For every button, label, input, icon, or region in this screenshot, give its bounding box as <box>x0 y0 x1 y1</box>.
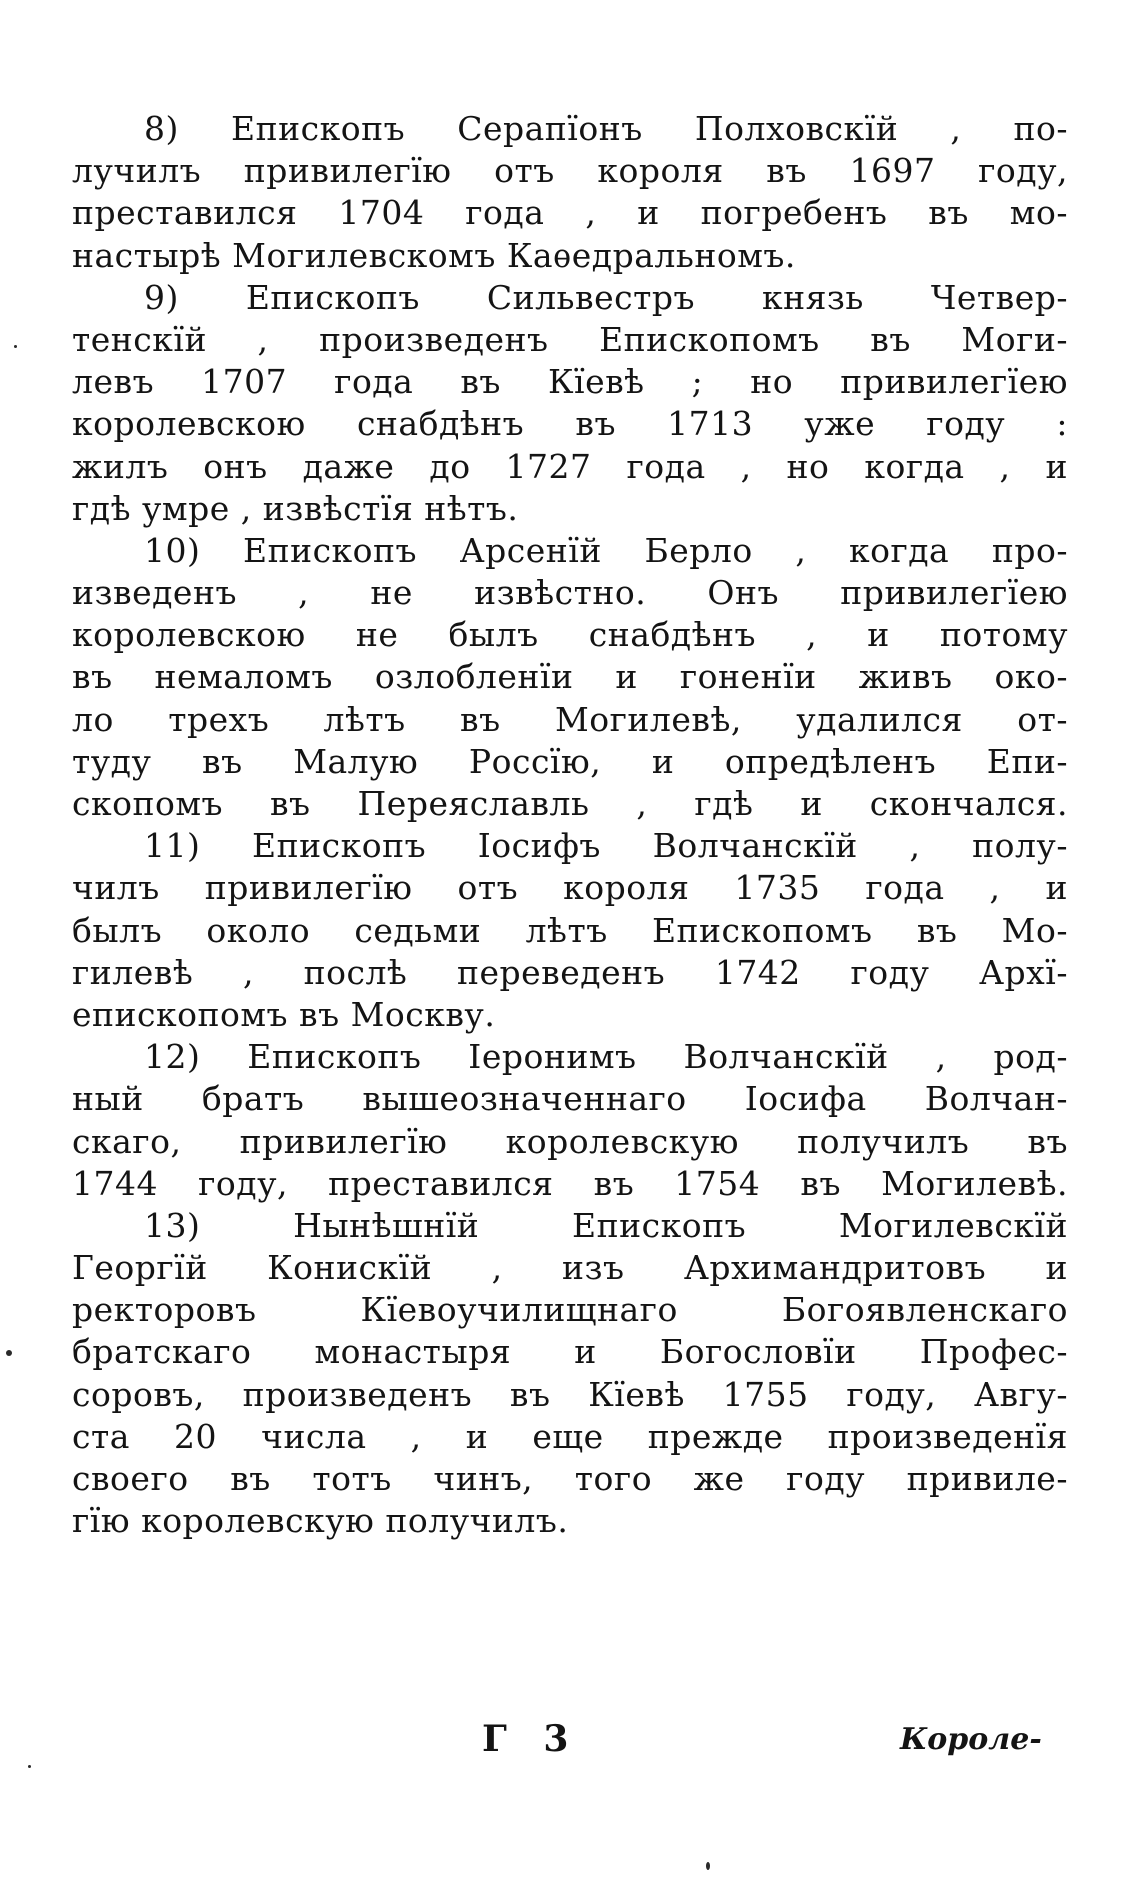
text-line: лучилъ привилегїю отъ короля въ 1697 году, <box>72 151 1068 191</box>
ink-speck <box>6 1350 12 1356</box>
text-line: гїю королевскую получилъ. <box>72 1501 569 1541</box>
text-line: 12) Епископъ Iеронимъ Волчанскїй , род- <box>144 1037 1068 1077</box>
text-line: 13) Нынѣшнїй Епископъ Могилевскїй <box>144 1205 1068 1245</box>
text-line: преставился 1704 года , и погребенъ въ мо- <box>72 193 1068 233</box>
paragraph-10 <box>72 530 1068 825</box>
ink-speck <box>706 1862 710 1870</box>
text-line: ный братъ вышеозначеннаго Iосифа Волчан- <box>72 1079 1068 1119</box>
text-line: чилъ привилегїю отъ короля 1735 года , и <box>72 868 1068 908</box>
text-line: ста 20 числа , и еще прежде произведенїя <box>72 1416 1068 1456</box>
text-line: скопомъ въ Переяславль , гдѣ и скончался. <box>72 784 1068 823</box>
signature-mark: Г 3 <box>482 1718 581 1760</box>
text-line: 9) Епископъ Сильвестръ князь Четвер- <box>144 277 1068 317</box>
text-line: соровъ, произведенъ въ Кїевѣ 1755 году, Авгу- <box>72 1374 1068 1414</box>
page-footer <box>0 1718 1140 1778</box>
ink-speck <box>14 345 17 348</box>
text-block <box>72 108 1068 1542</box>
text-line: королевскою снабдѣнъ въ 1713 уже году : <box>72 404 1068 444</box>
text-line: настырѣ Могилевскомъ Каѳедральномъ. <box>72 235 796 275</box>
text-line: былъ около седьми лѣтъ Епископомъ въ Мо- <box>72 910 1068 950</box>
paragraph-8 <box>72 108 1068 277</box>
text-line: жилъ онъ даже до 1727 года , но когда , и <box>72 446 1068 486</box>
text-line: ректоровъ Кїевоучилищнаго Богоявленскаго <box>72 1290 1068 1330</box>
text-line: Георгїй Конискїй , изъ Архимандритовъ и <box>72 1248 1068 1288</box>
text-line: королевскою не былъ снабдѣнъ , и потому <box>72 615 1068 655</box>
text-line: левъ 1707 года въ Кїевѣ ; но привилегїею <box>72 362 1068 402</box>
text-line: 11) Епископъ Iосифъ Волчанскїй , полу- <box>144 826 1068 866</box>
text-line: гилевѣ , послѣ переведенъ 1742 году Архї- <box>72 952 1068 992</box>
text-line: епископомъ въ Москву. <box>72 994 496 1034</box>
text-line: 8) Епископъ Серапїонъ Полховскїй , по- <box>144 109 1068 148</box>
text-line: туду въ Малую Россїю, и опредѣленъ Епи- <box>72 741 1068 781</box>
paragraph-9 <box>72 277 1068 530</box>
text-line: скаго, привилегїю королевскую получилъ въ <box>72 1121 1068 1161</box>
paragraph-11 <box>72 825 1068 1036</box>
text-line: въ немаломъ озлобленїи и гоненїи живъ око- <box>72 657 1068 697</box>
text-line: гдѣ умре , извѣстїя нѣтъ. <box>72 488 519 528</box>
paragraph-13 <box>72 1205 1068 1543</box>
text-line: ло трехъ лѣтъ въ Могилевѣ, удалился от- <box>72 699 1068 739</box>
paragraph-12 <box>72 1036 1068 1205</box>
text-line: изведенъ , не извѣстно. Онъ привилегїею <box>72 573 1068 613</box>
catchword: Короле- <box>900 1722 1042 1757</box>
text-line: 1744 году, преставился въ 1754 въ Могилевѣ. <box>72 1163 1068 1203</box>
ink-speck <box>28 1765 31 1768</box>
text-line: 10) Епископъ Арсенїй Берло , когда про- <box>144 530 1068 570</box>
text-line: братскаго монастыря и Богословїи Профес- <box>72 1332 1068 1372</box>
text-line: своего въ тотъ чинъ, того же году привиле- <box>72 1459 1068 1498</box>
text-line: тенскїй , произведенъ Епископомъ въ Моги- <box>72 319 1068 359</box>
